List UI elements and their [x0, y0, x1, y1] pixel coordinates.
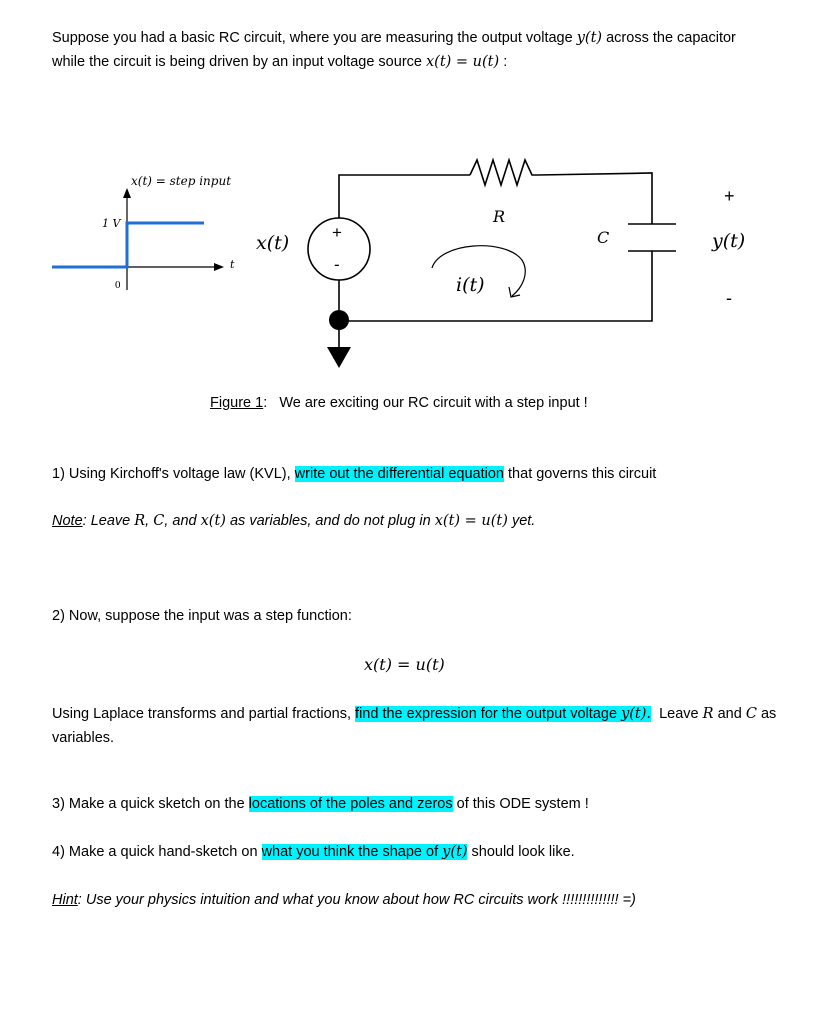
wire-top-right	[538, 173, 652, 224]
question-4-suffix: should look like.	[471, 844, 575, 860]
question-1-highlight: write out the differential equation	[294, 466, 504, 482]
step-plot-x-arrow	[214, 263, 224, 271]
source-label: x(t)	[256, 232, 290, 254]
note-comma: ,	[145, 513, 150, 529]
note-label: Note	[52, 513, 83, 529]
capacitor-label: C	[597, 228, 610, 247]
question-2-highlight: find the expression for the output voltage	[355, 706, 618, 722]
step-equation: x(t) = u(t)	[364, 655, 445, 674]
intro-paragraph	[52, 26, 752, 74]
question-4	[52, 844, 575, 860]
output-voltage-label: y(t)	[712, 230, 746, 252]
note-x-symbol: x(t)	[200, 513, 226, 529]
intro-y-symbol: y(t)	[576, 30, 603, 46]
question-4-prefix: 4) Make a quick hand-sketch on	[52, 844, 258, 860]
intro-text-2: across the capacitor while the circuit is being driven by an input voltage source	[52, 30, 736, 70]
intro-colon: :	[503, 54, 508, 70]
step-input-plot	[52, 174, 235, 291]
question-1-suffix: that governs this circuit	[508, 466, 657, 482]
question-2-text-1: Using Laplace transforms and partial fractions,	[52, 706, 352, 722]
note-line	[52, 513, 535, 529]
current-arrow-head	[509, 287, 520, 297]
step-function-line	[52, 223, 204, 267]
resistor	[470, 160, 538, 185]
note-text-2: , and	[164, 513, 197, 529]
note-r-symbol: R	[134, 513, 146, 529]
question-2-r-symbol: R	[702, 706, 714, 722]
step-input-label: x(t) = step input	[131, 174, 232, 188]
question-4-highlight: what you think the shape of	[261, 844, 439, 860]
intro-text-1: Suppose you had a basic RC circuit, where you are measuring the output voltage	[52, 30, 573, 46]
circuit-wires	[339, 173, 652, 348]
intro-input-equation: x(t) = u(t)	[426, 54, 500, 70]
question-3-prefix: 3) Make a quick sketch on the	[52, 796, 245, 812]
question-2-y-symbol: y(t).	[621, 706, 652, 722]
note-equation: x(t) = u(t)	[434, 513, 508, 529]
figure-caption-text: We are exciting our RC circuit with a step input !	[279, 395, 588, 411]
current-label: i(t)	[456, 274, 485, 296]
note-text-1: : Leave	[82, 513, 131, 529]
ground-icon	[327, 347, 351, 368]
question-2-text-4: as variables.	[52, 706, 777, 746]
note-c-symbol: C	[153, 513, 165, 529]
question-2: 2) Now, suppose the input was a step function:	[52, 608, 352, 624]
wire-bottom	[339, 251, 652, 321]
wire-top-left	[339, 175, 470, 223]
hint-label: Hint	[52, 892, 78, 908]
output-plus-sign: +	[724, 186, 735, 206]
note-text-3: as variables, and do not plug in	[229, 513, 431, 529]
hint-line	[52, 892, 636, 908]
question-3	[52, 796, 589, 812]
question-3-highlight: locations of the poles and zeros	[248, 796, 453, 812]
step-plot-y-arrow	[123, 188, 131, 198]
question-4-y-symbol: y(t)	[442, 844, 468, 860]
step-plot-zero-label: 0	[115, 279, 121, 291]
figure-label: Figure 1	[210, 395, 264, 411]
figure-caption	[210, 395, 588, 411]
note-text-4: yet.	[511, 513, 536, 529]
resistor-label: R	[493, 207, 506, 226]
rc-circuit-figure	[0, 140, 832, 380]
question-2-instructions	[52, 702, 792, 750]
hint-text: : Use your physics intuition and what you know about how RC circuits work !!!!!!!!!!!!!! =)	[77, 892, 636, 908]
question-1-prefix: 1) Using Kirchoff's voltage law (KVL),	[52, 466, 291, 482]
question-2-text-3: and	[717, 706, 742, 722]
source-minus-sign: -	[334, 255, 340, 274]
step-plot-t-label: t	[230, 258, 235, 271]
source-plus-sign: +	[332, 223, 342, 242]
ground-node	[329, 310, 349, 330]
figure-colon: :	[263, 395, 268, 411]
step-plot-1v-label: 1 V	[102, 217, 121, 230]
output-minus-sign: -	[726, 288, 732, 308]
question-3-suffix: of this ODE system !	[456, 796, 589, 812]
question-2-c-symbol: C	[745, 706, 757, 722]
question-1	[52, 466, 656, 482]
question-2-text-2: Leave	[659, 706, 699, 722]
